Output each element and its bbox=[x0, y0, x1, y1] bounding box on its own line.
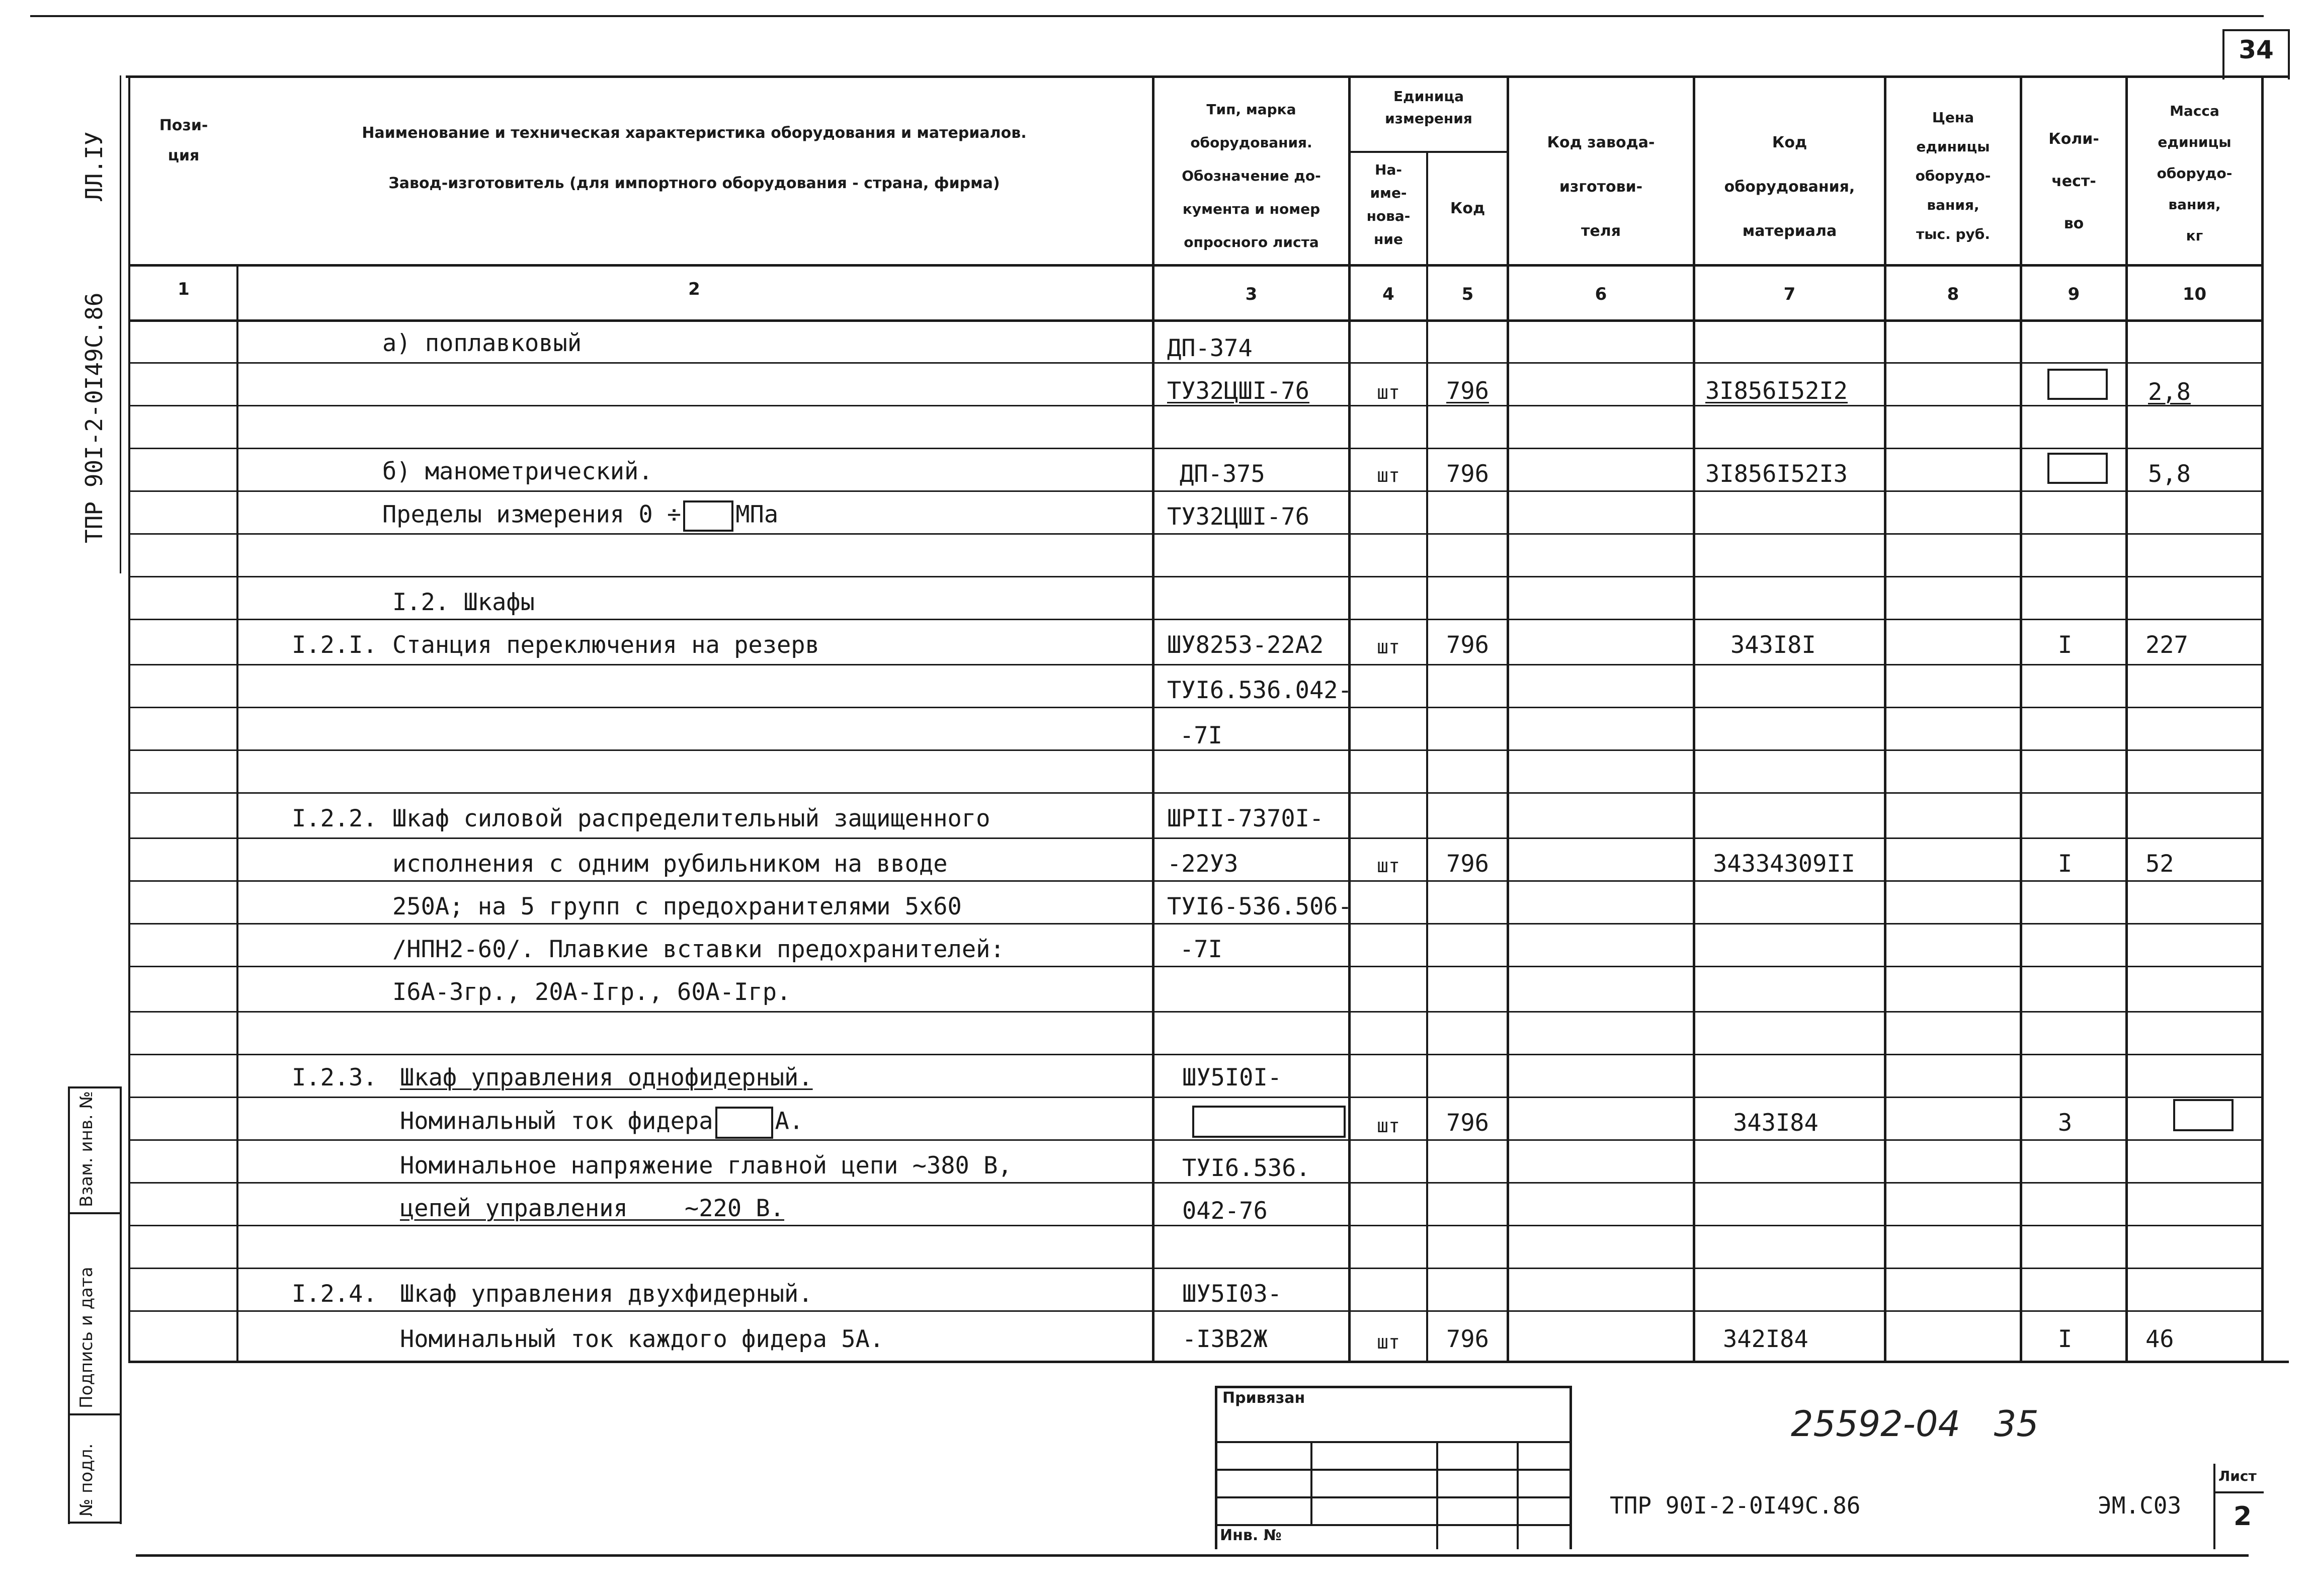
col-number-9: 9 bbox=[2068, 284, 2080, 304]
item-unit: шт bbox=[1377, 1115, 1400, 1137]
stamp-line bbox=[1436, 1441, 1438, 1549]
item-equipment-code: 343I8I bbox=[1730, 631, 1816, 659]
item-equipment-code: 3I856I52I3 bbox=[1705, 460, 1848, 488]
row-line bbox=[128, 923, 2264, 925]
item-mass: 5,8 bbox=[2148, 460, 2191, 488]
item-name bbox=[400, 1107, 803, 1139]
item-type: ТУ32ЦШI-76 bbox=[1167, 503, 1309, 531]
header-bottom-line bbox=[128, 264, 2264, 267]
row-line bbox=[128, 880, 2264, 882]
item-equipment-code: 343I84 bbox=[1733, 1109, 1819, 1137]
top-rule bbox=[30, 15, 2264, 17]
item-unit: шт bbox=[1377, 464, 1400, 486]
item-type: ТУI6-536.506- bbox=[1167, 893, 1352, 920]
item-type: ДП-374 bbox=[1167, 334, 1253, 362]
item-mass: 46 bbox=[2145, 1325, 2174, 1353]
item-type: ШУ5I0I- bbox=[1182, 1064, 1282, 1091]
item-name: I6А-3гр., 20А-Iгр., 60А-Iгр. bbox=[392, 978, 791, 1006]
col-line-5 bbox=[1426, 151, 1428, 1363]
item-unit: шт bbox=[1377, 381, 1400, 403]
item-name: исполнения с одним рубильником на вводе bbox=[392, 850, 948, 878]
row-line bbox=[128, 792, 2264, 794]
col-line-3 bbox=[1152, 75, 1154, 1363]
stamp-line bbox=[1215, 1386, 1572, 1388]
item-type: ШРII-7370I- bbox=[1167, 805, 1324, 832]
margin-inv-label: Взам. инв. № bbox=[76, 1091, 97, 1207]
row-line bbox=[128, 707, 2264, 708]
item-name: а) поплавковый bbox=[382, 329, 582, 357]
item-equipment-code: 34334309II bbox=[1713, 850, 1855, 878]
stamp-line bbox=[1310, 1441, 1312, 1524]
col-line-8 bbox=[1884, 75, 1886, 1363]
margin-line bbox=[68, 1086, 121, 1088]
item-quantity: 3 bbox=[2057, 1109, 2073, 1137]
table-bottom-line bbox=[128, 1361, 2289, 1363]
row-line bbox=[128, 533, 2264, 535]
item-name: Номинальное напряжение главной цепи ~380 В, bbox=[400, 1152, 1012, 1180]
blank-current-box bbox=[715, 1107, 773, 1139]
stamp-bound-label: Привязан bbox=[1222, 1389, 1305, 1407]
stamp-sheet-box-mid bbox=[2213, 1491, 2264, 1493]
blank-mass-box bbox=[2173, 1099, 2234, 1131]
item-name: б) манометрический. bbox=[382, 458, 653, 485]
header-mass: Масса единицы оборудо- вания, кг bbox=[2157, 103, 2233, 244]
item-name: Номинальный ток каждого фидера 5А. bbox=[400, 1325, 884, 1353]
header-equipment-code: Код оборудования, материала bbox=[1724, 134, 1855, 240]
col-line-7 bbox=[1693, 75, 1695, 1363]
header-unit-name: На- име- нова- ние bbox=[1366, 161, 1411, 247]
stamp-doc-code: ТПР 90I-2-0I49С.86 bbox=[1610, 1492, 1861, 1519]
header-name-line1: Наименование и техническая характеристика оборудования и материалов. bbox=[362, 124, 1027, 142]
row-line bbox=[128, 1054, 2264, 1055]
margin-line bbox=[120, 75, 121, 573]
row-line bbox=[128, 966, 2264, 967]
item-position: I.2.I. bbox=[292, 631, 377, 659]
item-type: 042-76 bbox=[1182, 1197, 1268, 1225]
item-name: цепей управления ~220 В. bbox=[400, 1195, 785, 1222]
stamp-sheet-number: 2 bbox=[2234, 1501, 2252, 1532]
header-quantity: Коли- чест- во bbox=[2048, 130, 2099, 232]
margin-orig-label: № подл. bbox=[76, 1443, 97, 1517]
margin-line bbox=[68, 1522, 121, 1524]
col-line-4 bbox=[1348, 75, 1351, 1363]
measure-range-unit: МПа bbox=[735, 500, 779, 529]
stamp-bottom-line bbox=[136, 1554, 2249, 1557]
item-type: ШУ5I03- bbox=[1182, 1280, 1282, 1308]
rated-current-unit: А. bbox=[775, 1107, 804, 1135]
item-type: -7I bbox=[1180, 722, 1222, 749]
item-unit-code: 796 bbox=[1446, 1109, 1489, 1137]
measure-range-label: Пределы измерения 0 ÷ bbox=[382, 500, 682, 529]
item-unit: шт bbox=[1377, 855, 1400, 877]
stamp-sheet-box-left bbox=[2213, 1464, 2215, 1549]
item-quantity: I bbox=[2057, 850, 2073, 878]
header-plant-code: Код завода- изготови- теля bbox=[1547, 134, 1655, 240]
col-number-3: 3 bbox=[1245, 284, 1258, 304]
col-line-11 bbox=[2261, 75, 2264, 1363]
margin-line bbox=[120, 1086, 122, 1524]
header-unit-code: Код bbox=[1450, 200, 1485, 217]
item-type: -I3В2Ж bbox=[1182, 1325, 1268, 1353]
col-number-2: 2 bbox=[688, 279, 700, 299]
row-line bbox=[128, 664, 2264, 665]
col-number-8: 8 bbox=[1947, 284, 1959, 304]
section-title: I.2. Шкафы bbox=[392, 589, 535, 616]
item-unit-code: 796 bbox=[1446, 377, 1489, 405]
col-number-4: 4 bbox=[1382, 284, 1394, 304]
item-name: 250А; на 5 групп с предохранителями 5х60 bbox=[392, 893, 962, 920]
item-unit-code: 796 bbox=[1446, 850, 1489, 878]
row-line bbox=[128, 1310, 2264, 1312]
row-line bbox=[128, 1011, 2264, 1013]
page-number: 34 bbox=[2239, 35, 2274, 64]
item-type: -22У3 bbox=[1167, 850, 1238, 878]
blank-range-box bbox=[683, 500, 733, 532]
col-number-7: 7 bbox=[1783, 284, 1796, 304]
stamp-mark: ЭМ.С03 bbox=[2098, 1492, 2182, 1519]
header-type: Тип, марка оборудования. Обозначение до- кумента и номер опросного листа bbox=[1182, 101, 1321, 250]
col-line-1 bbox=[128, 75, 130, 1363]
item-unit-code: 796 bbox=[1446, 1325, 1489, 1353]
item-unit-code: 796 bbox=[1446, 460, 1489, 488]
col-line-2 bbox=[236, 264, 238, 1363]
col-line-10 bbox=[2125, 75, 2128, 1363]
col-line-9 bbox=[2020, 75, 2022, 1363]
colnum-bottom-line bbox=[128, 319, 2264, 322]
item-type: ТУI6.536.042- bbox=[1167, 677, 1352, 704]
item-type: ДП-375 bbox=[1180, 460, 1265, 488]
row-line bbox=[128, 576, 2264, 577]
margin-line bbox=[68, 1212, 121, 1214]
row-line bbox=[128, 837, 2264, 839]
item-type: ШУ8253-22А2 bbox=[1167, 631, 1324, 659]
row-line bbox=[128, 448, 2264, 449]
rated-current-label: Номинальный ток фидера bbox=[400, 1107, 713, 1135]
item-name: Шкаф управления однофидерный. bbox=[400, 1064, 813, 1091]
row-line bbox=[128, 1268, 2264, 1269]
header-position: Пози- ция bbox=[159, 117, 208, 164]
col-number-10: 10 bbox=[2182, 284, 2207, 304]
item-name bbox=[382, 500, 778, 532]
item-name: Шкаф управления двухфидерный. bbox=[400, 1280, 813, 1308]
header-unit: Единица измерения bbox=[1385, 88, 1472, 127]
item-equipment-code: 3I856I52I2 bbox=[1705, 377, 1848, 405]
item-quantity: I bbox=[2057, 631, 2073, 659]
item-mass: 52 bbox=[2145, 850, 2174, 878]
item-position: I.2.2. bbox=[292, 805, 377, 832]
item-type: ТУ32ЦШI-76 bbox=[1167, 377, 1309, 405]
page-number-box-left bbox=[2222, 29, 2224, 79]
item-quantity: I bbox=[2057, 1325, 2073, 1353]
item-position: I.2.4. bbox=[292, 1280, 377, 1308]
page-number-box-top bbox=[2222, 29, 2290, 31]
col-number-1: 1 bbox=[178, 279, 190, 299]
margin-doc-code: ТПР 90I-2-0I49С.86 bbox=[80, 292, 108, 543]
blank-type-box bbox=[1192, 1106, 1346, 1138]
row-line bbox=[128, 490, 2264, 492]
stamp-line bbox=[1517, 1441, 1519, 1549]
page-number-box-right bbox=[2288, 29, 2290, 79]
item-equipment-code: 342I84 bbox=[1723, 1325, 1808, 1353]
table-top-line bbox=[126, 75, 2289, 78]
item-type: ТУI6.536. bbox=[1182, 1154, 1310, 1182]
item-name: /НПН2-60/. Плавкие вставки предохранителей: bbox=[392, 936, 1005, 963]
stamp-inv-label: Инв. № bbox=[1220, 1527, 1282, 1544]
row-line bbox=[128, 1139, 2264, 1141]
item-position: I.2.3. bbox=[292, 1064, 377, 1091]
col-number-6: 6 bbox=[1595, 284, 1607, 304]
stamp-handwritten-number: 25592-04 35 bbox=[1791, 1403, 2039, 1445]
margin-sheet-label: ЛЛ.IУ bbox=[80, 131, 108, 201]
item-name: Шкаф силовой распределительный защищенного bbox=[392, 805, 990, 832]
item-unit: шт bbox=[1377, 636, 1400, 658]
col-line-6 bbox=[1507, 75, 1509, 1363]
header-price: Цена единицы оборудо- вания, тыс. руб. bbox=[1915, 109, 1991, 242]
margin-line bbox=[68, 1086, 70, 1524]
item-type: -7I bbox=[1180, 936, 1222, 963]
row-line bbox=[128, 619, 2264, 620]
col-number-5: 5 bbox=[1461, 284, 1474, 304]
item-mass: 227 bbox=[2145, 631, 2188, 659]
margin-line bbox=[68, 1413, 121, 1415]
blank-quantity-box bbox=[2047, 453, 2108, 484]
item-unit-code: 796 bbox=[1446, 631, 1489, 659]
margin-sign-label: Подпись и дата bbox=[76, 1267, 97, 1408]
blank-quantity-box bbox=[2047, 369, 2108, 400]
row-line bbox=[128, 1097, 2264, 1098]
item-mass: 2,8 bbox=[2148, 378, 2191, 406]
item-name: Станция переключения на резерв bbox=[392, 631, 819, 659]
stamp-sheet-label: Лист bbox=[2218, 1468, 2257, 1484]
item-unit: шт bbox=[1377, 1331, 1400, 1353]
header-name-line2: Завод-изготовитель (для импортного оборудования - страна, фирма) bbox=[388, 175, 1000, 192]
